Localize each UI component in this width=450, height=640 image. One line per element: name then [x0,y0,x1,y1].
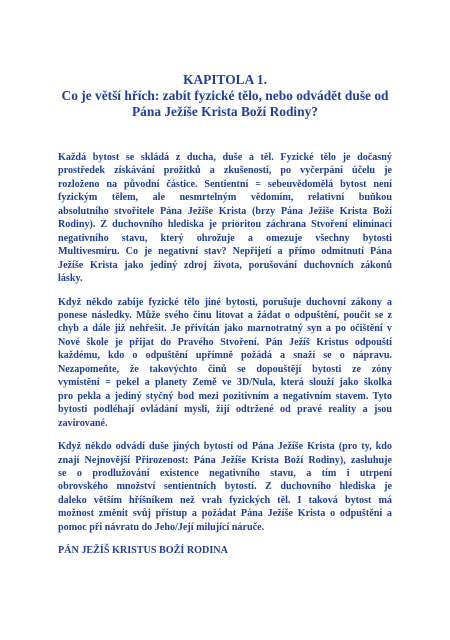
text-line: Každá bytost se skládá z ducha, duše a těl. Fyzické tělo je dočasný [58,152,392,163]
text-line: absolutního stvořitele Pána Ježíše Krista (brzy Pána Ježíše Krista Boží [58,205,392,217]
text-line: každému, kdo o odpuštění upřímně požádá a snaží se o nápravu. [58,350,392,362]
text-line: rozloženo na původní částice. Sentientní = sebeuvědomělá bytost není [58,178,392,190]
text-line: Nové škole je přijat do Pravého Stvoření. Pán Ježíš Kristus odpouští [58,336,392,348]
text-line: zavirované. [58,417,108,429]
text-line: vymístění = pekel a planety Země ve 3D/Nula, která slouží jako školka [58,377,392,389]
text-line: fyzickým tělem, ale nesmrtelným vědomím, relativní buňkou [58,192,392,204]
text-line: Když někdo zabije fyzické tělo jiné bytosti, porušuje duchovní zákony a [58,296,392,308]
text-line: ponese následky. Může svého činu litovat a žádat o odpuštění, poučit se z [58,309,392,321]
text-line: Nezapomeňte, že takovýchto činů se dopouštějí bytosti ze zóny [58,363,392,375]
text-line: obrovského množství sentientních bytostí. Z duchovního hlediska je [58,481,392,493]
text-line: Ježíše Krista jako jediný zdroj života, porušování duchovních zákonů [58,259,392,271]
text-line: lásky. [58,273,83,285]
paragraph [58,296,392,431]
paragraph [58,440,392,534]
title-line: Co je větší hřích: zabít fyzické tělo, nebo odvádět duše od [61,88,389,103]
title-line: Pána Ježíše Krista Boží Rodiny? [132,104,318,119]
text-line: znají Nejnovější Přirozenost: Pána Ježíše Krista Boží Rodiny), zasluhuje [58,454,392,466]
text-line: negativního stavu, který ohrožuje a omezuje všechny bytosti [58,232,392,244]
text-line: Když někdo odvádí duše jiných bytostí od Pána Ježíše Krista (pro ty, kdo [58,441,392,453]
text-line: chyb a dále již nehřešit. Je přivítán jako marnotratný syn a po očištění v [58,323,392,335]
text-line: Multivesmíru. Co je negativní stav? Nepřijetí a přímo odmítnutí Pána [58,246,392,258]
paragraph [58,151,392,286]
text-line: se o prodlužování existence negativního stavu, a tím i utrpení [58,467,392,479]
text-line: bytosti podléhají ovládání mysli, žijí odtržené od pravé reality a jsou [58,404,392,416]
text-line: pomoc při návratu do Jeho/Její milující náruče. [58,521,265,533]
signature: PÁN JEŽÍŠ KRISTUS BOŽÍ RODINA [58,545,228,557]
text-line: daleko větším hříšníkem než vrah fyzických těl. I taková bytost má [58,494,392,506]
text-line: pro pekla a jediný styčný bod mezi pozitivním a negativním stavem. Tyto [58,390,392,402]
text-line: prostředek získávání prožitků a zkušeností, po vyčerpání účelu je [58,165,392,177]
chapter-heading [58,72,392,120]
text-line: možnost změnit svůj přístup a požádat Pána Ježíše Krista o odpuštění a [58,508,392,520]
document-body [58,151,392,558]
chapter-label: KAPITOLA 1. [183,72,267,87]
text-line: Rodiny). Z duchovního hlediska je prioritou záchrana Stvoření eliminací [58,219,392,231]
